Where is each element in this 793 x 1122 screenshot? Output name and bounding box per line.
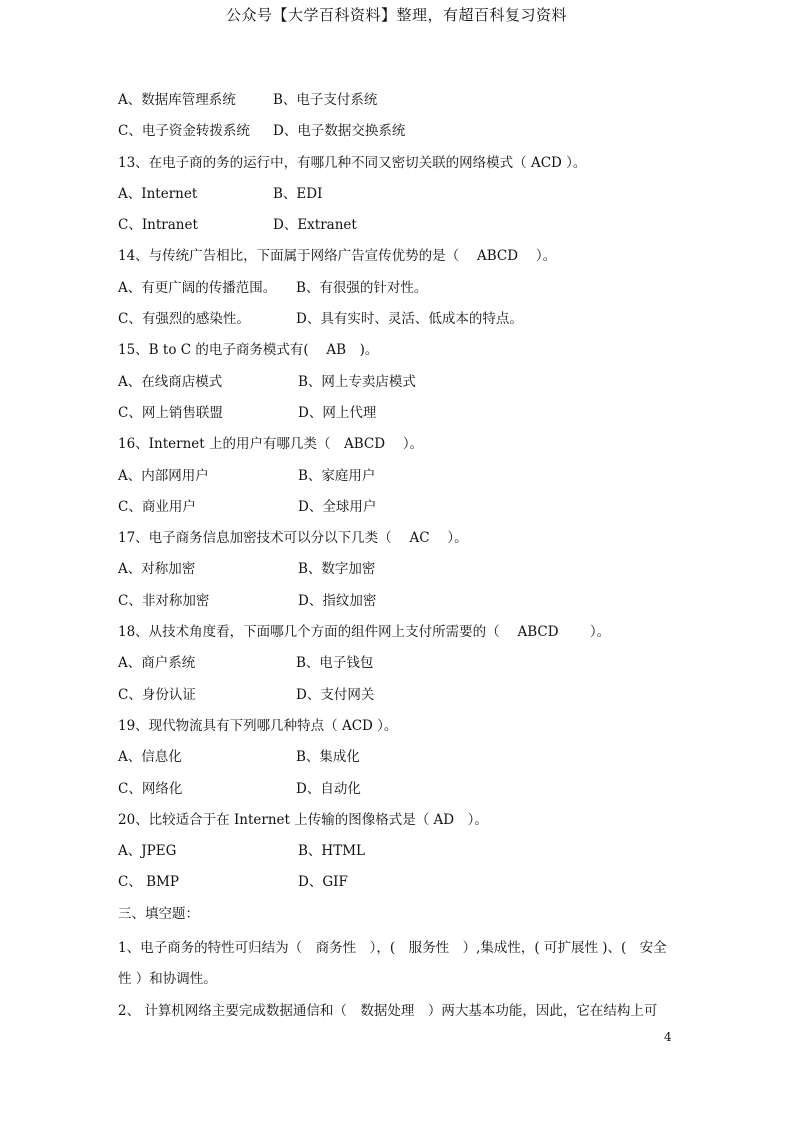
option-a: A、对称加密 [118,561,196,578]
option-a: A、内部网用户 [118,467,209,484]
option-a: C、网上销售联盟 [118,404,223,421]
question-line: 三、填空题： [118,905,199,922]
option-a: C、网络化 [118,780,183,797]
option-b: D、全球用户 [298,498,377,515]
option-b: D、GIF [298,874,348,891]
options-line [118,745,698,776]
fill-in-question-1: 1、电子商务的特性可归结为（ 商务性 ），( 服务性 ）,集成性，( 可扩展性 )、( 安全性 ）和协调性。 [118,940,667,988]
options-line [118,119,698,150]
option-a: A、商户系统 [118,655,196,672]
option-a: C、身份认证 [118,686,196,703]
option-b: D、电子数据交换系统 [273,123,406,140]
option-b: B、家庭用户 [298,467,376,484]
option-b: B、有很强的针对性。 [296,279,428,296]
option-b: D、指纹加密 [298,592,377,609]
options-line [118,307,698,338]
option-a: C、Intranet [118,217,198,234]
option-a: C、有强烈的感染性。 [118,311,250,328]
option-a: C、电子资金转拨系统 [118,123,250,140]
options-line [118,589,698,620]
option-b: B、电子支付系统 [273,92,378,108]
options-line [118,401,698,432]
fill-in-question-2: 2、 计算机网络主要完成数据通信和（ 数据处理 ）两大基本功能，因此，它在结构上可 [118,1002,658,1019]
option-a: C、非对称加密 [118,592,210,609]
option-a: C、商业用户 [118,498,196,515]
question-line: 19、现代物流具有下列哪几种特点（ ACD ）。 [118,717,398,734]
document-body [118,88,698,1027]
option-a: A、在线商店模式 [118,373,223,390]
option-b: B、数字加密 [298,561,376,578]
question-line: 18、从技术角度看，下面哪几个方面的组件网上支付所需要的（ ABCD ）。 [118,624,611,641]
options-line [118,464,698,495]
option-a: A、JPEG [118,843,177,860]
options-line [118,777,698,808]
options-line [118,182,698,213]
option-a: C、 BMP [118,874,179,891]
options-line [118,683,698,714]
options-line [118,88,698,119]
option-b: D、支付网关 [296,686,375,703]
option-b: D、Extranet [273,217,357,234]
options-line [118,370,698,401]
option-a: A、数据库管理系统 [118,92,236,108]
options-line [118,651,698,682]
page-header: 公众号【大学百科资料】整理，有超百科复习资料 [225,6,567,24]
option-a: A、Internet [118,185,198,202]
option-a: A、信息化 [118,749,182,766]
options-line [118,276,698,307]
option-b: B、网上专卖店模式 [298,373,416,390]
option-b: D、具有实时、灵活、低成本的特点。 [296,311,523,328]
option-b: B、集成化 [296,749,360,766]
options-line [118,213,698,244]
option-b: B、HTML [298,843,365,860]
options-line [118,870,698,901]
options-line [118,495,698,526]
option-b: B、电子钱包 [296,655,374,672]
options-line [118,557,698,588]
option-b: D、自动化 [296,780,361,797]
option-b: D、网上代理 [298,404,377,421]
options-line [118,839,698,870]
page-number: 4 [664,1030,672,1044]
question-line: 13、在电子商的务的运行中，有哪几种不同又密切关联的网络模式（ ACD ）。 [118,154,587,171]
option-a: A、有更广阔的传播范围。 [118,279,277,296]
question-line: 17、电子商务信息加密技术可以分以下几类（ AC ）。 [118,530,468,547]
question-line: 15、B to C 的电子商务模式有( AB )。 [118,342,379,359]
question-line: 20、比较适合于在 Internet 上传输的图像格式是（ AD ）。 [118,811,488,828]
question-line: 16、Internet 上的用户有哪几类（ ABCD ）。 [118,436,424,453]
question-line: 14、与传统广告相比，下面属于网络广告宣传优势的是（ ABCD ）。 [118,248,557,265]
option-b: B、EDI [273,185,323,202]
